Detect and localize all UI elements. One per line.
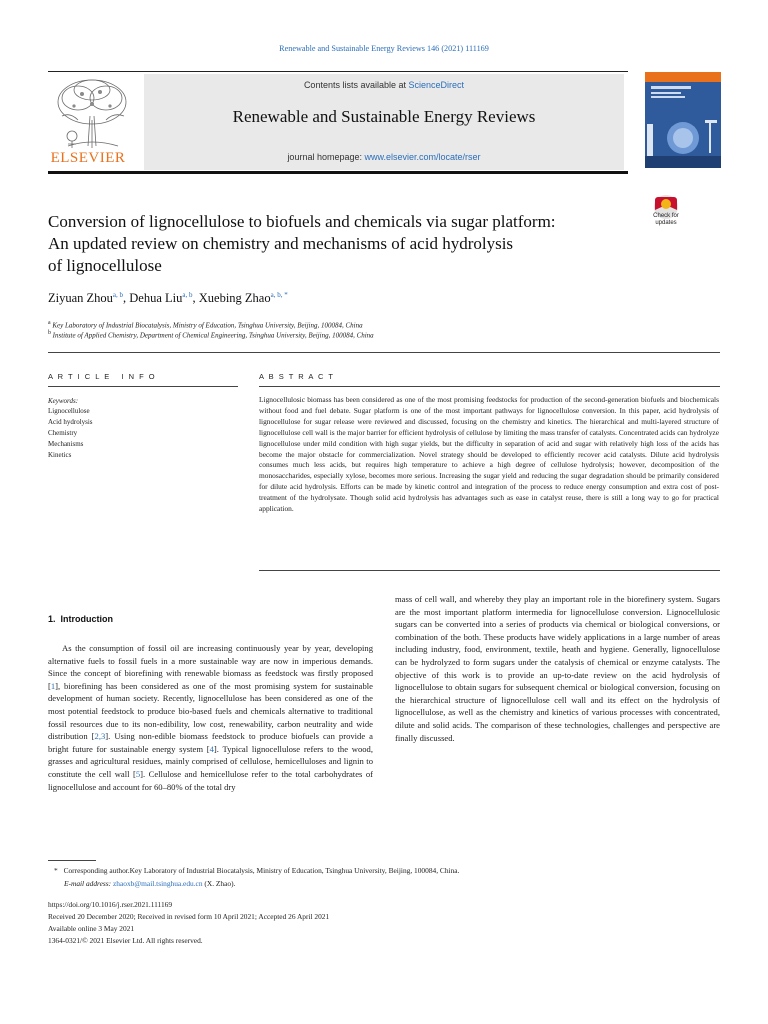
article-info-heading: A R T I C L E I N F O <box>48 372 157 381</box>
abstract-rule <box>259 386 720 387</box>
journal-cover-thumbnail <box>645 72 721 168</box>
abstract-heading: A B S T R A C T <box>259 372 335 381</box>
author-affiliation-marks[interactable]: a, b <box>182 291 193 299</box>
citation-link[interactable]: 5 <box>135 768 141 779</box>
intro-text: ]. Using non-edible biomass feedstock to produce biofuels can provide a bright future for sustainable energy system [ <box>48 731 374 754</box>
abstract-bottom-rule <box>259 570 720 571</box>
affiliation-key: a <box>48 320 51 326</box>
online-date: Available online 3 May 2021 <box>48 924 135 933</box>
intro-text: As the consumption of fossil oil are increasing continuously year by year, developing alternative fuels to fossil fuels in a more sustainable way are now in imperious demands. Since the concept of biorefining with renewable biomass as feedstock was firstly proposed [ <box>48 643 373 691</box>
footnote-star: * <box>54 866 58 875</box>
footnote-rule <box>48 860 96 861</box>
journal-title: Renewable and Sustainable Energy Reviews <box>232 107 536 126</box>
email-link[interactable]: zhaoxb@mail.tsinghua.edu.cn <box>113 879 203 888</box>
citation-link[interactable]: 2,3 <box>94 731 106 742</box>
keyword-item: Lignocellulose <box>48 407 90 415</box>
email-line <box>64 879 724 888</box>
author-separator: , <box>123 291 130 306</box>
corresponding-author-note <box>48 866 708 875</box>
abstract-text: Lignocellulosic biomass has been considered as one of the most promising feedstocks for production of the second-generation biofuels and biochemicals without food and fuel debate. Sugar platform is one of the most important pathways for lignocellulose conversion. In this paper, acid hydrolysis of lignocellulose for sugar release were reviewed and discussed, focusing on the chemistry and kinetics. The hierarchical and multi-layered structure of lignocellulose cell wall is the major barrier for efficient hydrolysis of cellulose by limiting the mass transfer of catalysts. Concentrated acids can hydrolyze lignocellulose under mild condition with high sugar yields, but the difficulty in separation of acid and sugar with relatively high loss of the acids has become the major obstacle for commercialization. Novel strategy should be developed to efficiently recover acid catalysts. Dilute acid hydrolysis consumes much less acids, but requires high temperature to achieve a high degree of cellulose hydrolysis; however, decomposition of the monosaccharides, especially xylose, becomes more serious. Increasing the sugar yield and reducing the sugar degradation should be primarily considered for dilute acid hydrolysis. Efforts can be made by kinetic control and integration of the process to reduce energy consumption and extra cost of post-treatment of the hydrolysate. Though solid acid hydrolysis has advantages such as ease in catalyst reuse, there is still a long way to go for practical application. <box>259 395 719 514</box>
keyword-item: Mechanisms <box>48 440 84 448</box>
masthead-box <box>144 74 624 170</box>
author-affiliation-marks[interactable]: a, b, * <box>270 291 288 299</box>
corresponding-text: Corresponding author.Key Laboratory of Industrial Biocatalysis, Ministry of Education, Tsinghua University, Beijing, 100084, China. <box>63 866 460 875</box>
citation-link[interactable]: 1 <box>50 680 56 691</box>
intro-text: ]. Cellulose and hemicellulose refer to the total carbohydrates of lignocellulose and account for 60–80% of the total dry <box>48 768 373 792</box>
sciencedirect-link[interactable]: ScienceDirect <box>408 80 465 90</box>
article-title-line-3: of lignocellulose <box>48 256 162 275</box>
affiliation-text: Institute of Applied Chemistry, Department of Chemical Engineering, Tsinghua University, Beijing, 100084, China <box>52 331 374 340</box>
homepage-prefix: journal homepage: <box>287 152 362 162</box>
article-title-line-2: An updated review on chemistry and mechanisms of acid hydrolysis <box>48 234 514 253</box>
intro-text: ]. Typical lignocellulose refers to the wood, grasses and agricultural residues, mainly comprised of cellulose, hemicelluloses and lignin to constitute the cell wall [ <box>48 743 373 779</box>
intro-column-1 <box>48 642 373 793</box>
affiliation-b <box>48 330 688 339</box>
keyword-item: Acid hydrolysis <box>48 418 93 426</box>
contents-prefix: Contents lists available at <box>303 80 406 90</box>
received-dates: Received 20 December 2020; Received in revised form 10 April 2021; Accepted 26 April 2021 <box>48 912 330 921</box>
affiliation-key: b <box>48 330 51 336</box>
copyright: 1364-0321/© 2021 Elsevier Ltd. All rights reserved. <box>48 936 203 945</box>
publisher-name: ELSEVIER <box>50 150 126 166</box>
masthead-bottom-rule <box>48 171 628 174</box>
article-info-rule <box>48 386 238 387</box>
doi-link[interactable]: https://doi.org/10.1016/j.rser.2021.111169 <box>48 900 173 909</box>
keywords-label: Keywords: <box>48 397 79 405</box>
author-separator: , <box>192 291 199 306</box>
homepage-link[interactable]: www.elsevier.com/locate/rser <box>364 152 481 162</box>
author-name[interactable]: Dehua Liu <box>129 291 183 306</box>
article-title-line-1: Conversion of lignocellulose to biofuels and chemicals via sugar platform: <box>48 212 556 231</box>
running-header[interactable]: Renewable and Sustainable Energy Reviews 146 (2021) 111169 <box>279 44 489 53</box>
check-label-line1: Check for <box>653 213 679 219</box>
author-name[interactable]: Ziyuan Zhou <box>48 291 113 306</box>
masthead-top-rule <box>48 71 628 72</box>
author-list <box>48 291 648 306</box>
article-title <box>48 211 648 277</box>
check-label-line2: updates <box>655 220 677 226</box>
intro-column-2: mass of cell wall, and whereby they play an important role in the biorefinery system. Sugars are the most important platform intermedia for lignocellulose conversion. Lignocellulosic sugars can be converted into a series of products via chemical or biological conversions, or combination of the both. These products have widely applications in a large number of areas including industry, food, environment, textile, heath and hygiene. Generally, lignocellulose can be hydrolyzed to form sugars under the catalysis of chemical or enzyme catalysts. The objective of this work is to provide an up-to-date review on the acid hydrolysis of lignocellulose to obtain sugars for subsequent chemical or biological conversion, focusing on the hierarchical structure of lignocellulose cell wall and its effect on the hydrolysis of lignocellulose, as well as the chemistry and kinetics of various processes with concentrated, dilute and solid acids. The comparison of these technologies, challenges and perspective are finally discussed. <box>395 594 720 743</box>
introduction-heading: 1. Introduction <box>48 614 113 624</box>
section-divider <box>48 352 720 353</box>
keyword-item: Kinetics <box>48 451 72 459</box>
journal-homepage-line <box>144 152 624 162</box>
contents-line <box>144 80 624 90</box>
email-label: E-mail address: <box>64 879 112 888</box>
affiliation-a <box>48 320 688 329</box>
keyword-item: Chemistry <box>48 429 78 437</box>
check-for-updates-label[interactable] <box>646 213 686 227</box>
affiliation-text: Key Laboratory of Industrial Biocatalysis, Ministry of Education, Tsinghua University, Beijing, 100084, China <box>52 321 363 330</box>
author-affiliation-marks[interactable]: a, b <box>112 291 124 299</box>
intro-text: ], biorefining has been considered as one of the most promising system for sustainable development of human society. Recently, lignocellulose has been considered as one of the most potential feedstock to produce bio-based fuels and chemicals alternative to traditional fossil resources due to its non-edibility, low cost, renewability, carbon neutrality and wide distribution [ <box>48 680 373 742</box>
email-suffix: (X. Zhao). <box>204 879 236 888</box>
citation-link[interactable]: 4 <box>209 743 214 754</box>
author-name[interactable]: Xuebing Zhao <box>198 291 271 306</box>
